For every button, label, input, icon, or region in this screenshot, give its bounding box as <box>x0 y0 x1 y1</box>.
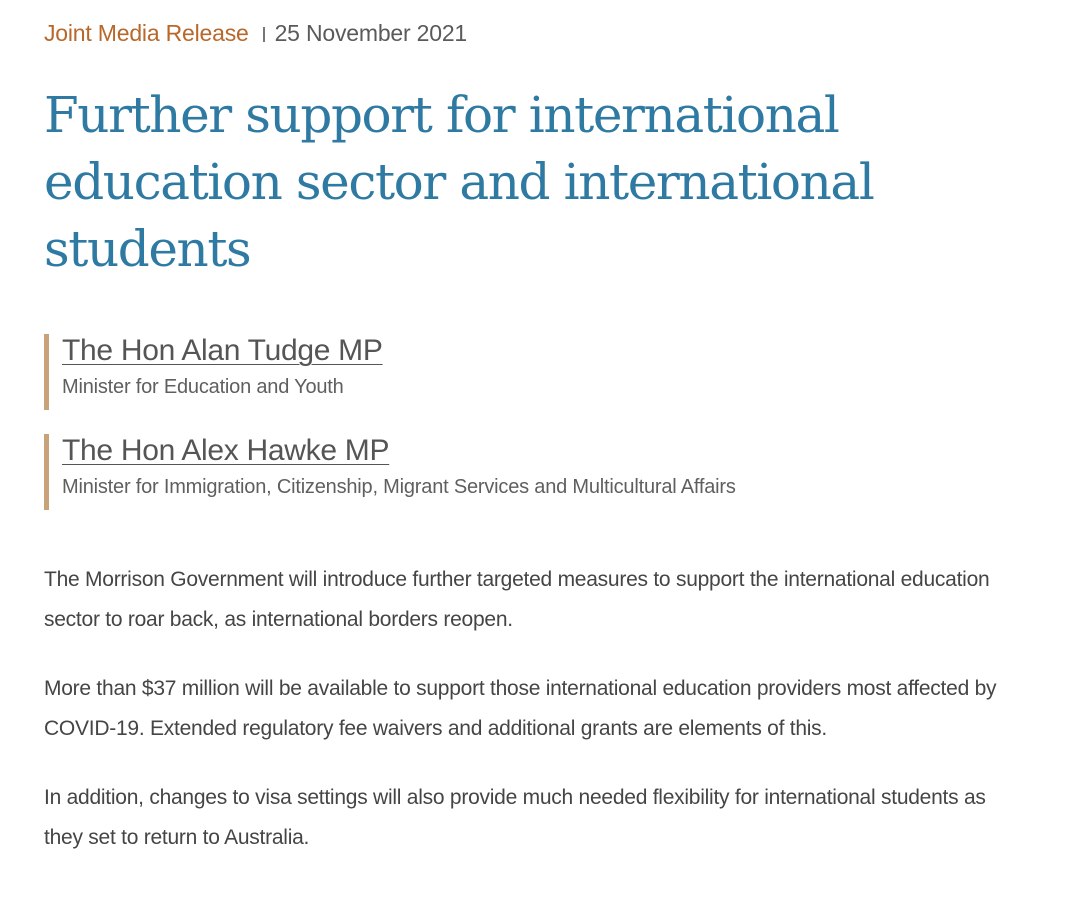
release-type: Joint Media Release <box>44 20 249 46</box>
meta-separator <box>263 27 265 42</box>
release-meta <box>44 18 1044 48</box>
minister-name-link[interactable]: The Hon Alex Hawke MP <box>62 434 390 467</box>
minister-role: Minister for Immigration, Citizenship, Migrant Services and Multicultural Affairs <box>62 476 736 498</box>
body-paragraph: In addition, changes to visa settings will also provide much needed flexibility for international students as they set to return to Australia. <box>44 786 986 849</box>
minister-name-link[interactable]: The Hon Alan Tudge MP <box>62 334 383 367</box>
minister-item <box>44 432 1044 502</box>
release-date: 25 November 2021 <box>274 20 468 46</box>
ministers-list <box>44 332 1044 502</box>
release-body <box>44 560 1004 858</box>
body-paragraph: More than $37 million will be available to support those international education providers most affected by COVID-19. Extended regulatory fee waivers and additional grants are elements of this. <box>44 677 997 740</box>
minister-role: Minister for Education and Youth <box>62 376 344 398</box>
media-release <box>44 18 1044 887</box>
minister-item <box>44 332 1044 402</box>
page-title: Further support for international education sector and international students <box>44 86 874 278</box>
body-paragraph: The Morrison Government will introduce further targeted measures to support the international education sector to roar back, as international borders reopen. <box>44 568 990 631</box>
